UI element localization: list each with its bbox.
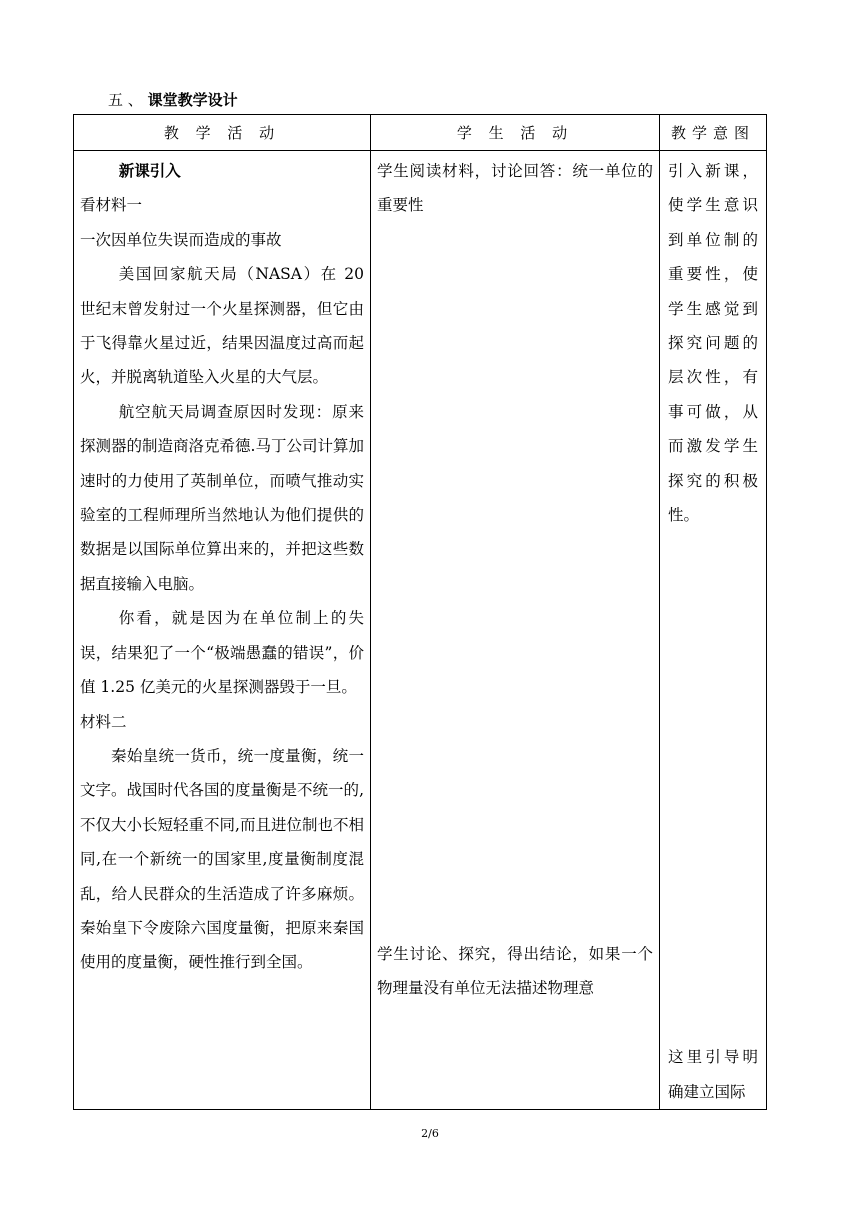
- header-teaching-intent: 教学意图: [660, 115, 767, 151]
- student-activity-1: 学生阅读材料，讨论回答：统一单位的重要性: [377, 162, 653, 215]
- teaching-intent-2: 这里引导明确建立国际: [668, 1048, 758, 1101]
- section-title: 课堂教学设计: [147, 91, 238, 109]
- material1-label: 看材料一: [80, 196, 143, 215]
- material2-label: 材料二: [80, 712, 127, 731]
- material1-title: 一次因单位失误而造成的事故: [80, 230, 282, 249]
- header-student-activity: 学 生 活 动: [371, 115, 660, 151]
- teaching-intent-cell: [660, 151, 767, 1110]
- new-lesson-heading: 新课引入: [118, 161, 181, 180]
- student-activity-2: 学生讨论、探究，得出结论，如果一个物理量没有单位无法描述物理意: [377, 944, 653, 998]
- student-activity-cell: [371, 151, 660, 1110]
- table-header-row: [74, 115, 767, 151]
- section-number: 五 、: [108, 91, 143, 109]
- page-number: 2/6: [421, 1127, 439, 1140]
- section-heading: [108, 89, 238, 111]
- teaching-activity-cell: [74, 151, 371, 1110]
- teaching-intent-1: 引入新课，使学生意识到单位制的重要性，使学生感觉到探究问题的层次性，有事可做，从而激发学生探究的积极性。: [668, 162, 758, 525]
- header-teaching-activity: 教 学 活 动: [74, 115, 371, 151]
- table-row: [74, 151, 767, 1110]
- material1-paragraph-3: 你看，就是因为在单位制上的失误，结果犯了一个“极端愚蠢的错误”，价值 1.25 亿美元的火星探测器毁于一旦。: [80, 609, 364, 697]
- material1-paragraph-1: 美国回家航天局（NASA）在 20 世纪末曾发射过一个火星探测器，但它由于飞得靠火星过近，结果因温度过高而起火，并脱离轨道坠入火星的大气层。: [80, 265, 364, 387]
- lesson-design-table: [73, 114, 767, 1110]
- material1-paragraph-2: 航空航天局调查原因时发现：原来探测器的制造商洛克希德.马丁公司计算加速时的力使用了英制单位，而喷气推动实验室的工程师理所当然地认为他们提供的数据是以国际单位算出来的，并把这些数据直接输入电脑。: [80, 402, 364, 593]
- material2-paragraph: 秦始皇统一货币，统一度量衡，统一文字。战国时代各国的度量衡是不统一的,不仅大小长短轻重不同,而且进位制也不相同,在一个新统一的国家里,度量衡制度混乱，给人民群众的生活造成了许多麻烦。秦始皇下令废除六国度量衡，把原来秦国使用的度量衡，硬性推行到全国。: [80, 746, 364, 972]
